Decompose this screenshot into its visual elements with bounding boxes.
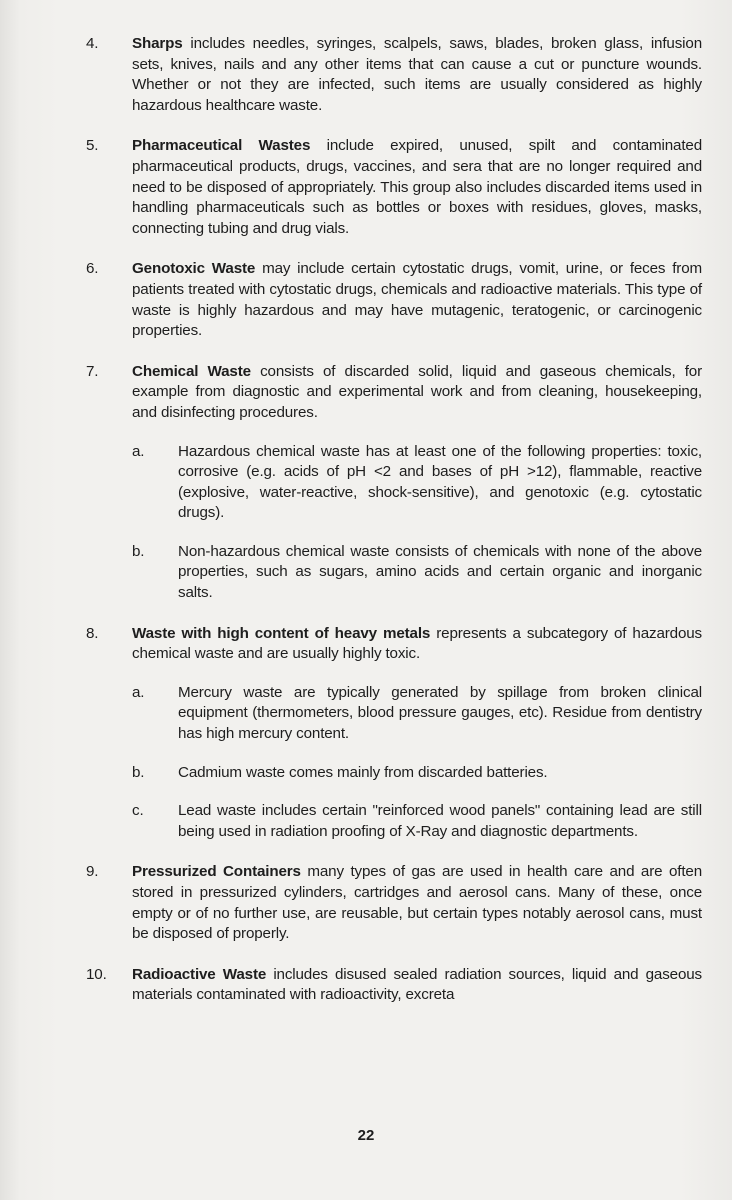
- item-text: many types of gas are used in health care and are often stored in pressurized cylinders, cartridges and aerosol cans. Many of these, once empty or of no further use, are reusable, but certain types notably aerosol cans, must be disposed of properly.: [132, 863, 702, 943]
- sub-item-letter: b.: [132, 542, 145, 560]
- item-term: Pharmaceutical Wastes: [132, 137, 311, 155]
- sub-item-letter: a.: [132, 442, 145, 460]
- sub-item-8a: [132, 683, 702, 745]
- item-text: includes disused sealed radiation sources, liquid and gaseous materials contaminated with radioactivity, excreta: [132, 965, 702, 1004]
- list-item-8: [86, 624, 702, 843]
- item-term: Sharps: [132, 35, 183, 52]
- item-term: Genotoxic Waste: [132, 260, 256, 278]
- sub-item-text: Non-hazardous chemical waste consists of chemicals with none of the above properties, such as sugars, amino acids and certain organic and inorganic salts.: [178, 542, 702, 602]
- item-number: 5.: [86, 137, 99, 155]
- sub-item-text: Mercury waste are typically generated by spillage from broken clinical equipment (thermometers, blood pressure gauges, etc). Residue from dentistry has high mercury content.: [178, 683, 702, 743]
- item-body: [132, 259, 702, 341]
- sub-item-7b: [132, 542, 702, 604]
- list-item-7: [86, 362, 702, 604]
- list-item-5: [86, 136, 702, 239]
- list-item-4: [86, 34, 702, 116]
- list-item-6: [86, 259, 702, 341]
- item-text: includes needles, syringes, scalpels, saws, blades, broken glass, infusion sets, knives, nails and any other items that can cause a cut or puncture wounds. Whether or not they are infected, such items are usually considered as highly hazardous healthcare waste.: [132, 35, 702, 114]
- sub-item-7a: [132, 442, 702, 524]
- sub-item-text: Lead waste includes certain "reinforced wood panels" containing lead are still being used in radiation proofing of X-Ray and diagnostic departments.: [178, 802, 702, 840]
- item-number: 4.: [86, 35, 99, 52]
- item-term: Pressurized Containers: [132, 863, 301, 881]
- item-term: Waste with high content of heavy metals: [132, 624, 431, 642]
- waste-category-list: [86, 34, 702, 1006]
- item-body: [132, 136, 702, 239]
- item-body: [132, 624, 702, 843]
- item-number: 8.: [86, 624, 99, 642]
- sub-item-8b: [132, 763, 702, 784]
- list-item-10: [86, 965, 702, 1006]
- item-text: represents a subcategory of hazardous chemical waste and are usually highly toxic.: [132, 624, 702, 663]
- item-text: may include certain cytostatic drugs, vomit, urine, or feces from patients treated with cytostatic drugs, chemicals and radioactive materials. This type of waste is highly hazardous and may have mutagenic, teratogenic, or carcinogenic properties.: [132, 260, 703, 340]
- item-number: 6.: [86, 260, 99, 278]
- item-text: consists of discarded solid, liquid and gaseous chemicals, for example from diagnostic and experimental work and from cleaning, housekeeping, and disinfecting procedures.: [132, 362, 702, 421]
- list-item-9: [86, 862, 702, 944]
- sub-item-text: Hazardous chemical waste has at least one of the following properties: toxic, corrosive (e.g. acids of pH <2 and bases of pH >12), flammable, reactive (explosive, water-reactive, shock-sensitive), and genotoxic (e.g. cytostatic drugs).: [178, 442, 702, 522]
- page-number: 22: [357, 1127, 375, 1144]
- item-number: 9.: [86, 863, 99, 881]
- item-number: 10.: [86, 965, 107, 983]
- sub-item-letter: a.: [132, 683, 145, 701]
- item-text: include expired, unused, spilt and contaminated pharmaceutical products, drugs, vaccines, and sera that are no longer required and need to be disposed of appropriately. This group also includes discarded items used in handling pharmaceuticals such as bottles or boxes with residues, gloves, masks, connecting tubing and drug vials.: [132, 137, 702, 237]
- item-term: Chemical Waste: [132, 362, 251, 380]
- sub-item-letter: c.: [132, 802, 144, 820]
- item-body: [132, 34, 702, 116]
- item-term: Radioactive Waste: [132, 965, 267, 983]
- item-body: [132, 965, 702, 1006]
- sub-item-text: Cadmium waste comes mainly from discarded batteries.: [178, 763, 548, 781]
- sub-item-8c: [132, 801, 702, 842]
- item-body: [132, 362, 702, 604]
- item-number: 7.: [86, 362, 99, 380]
- sub-item-letter: b.: [132, 763, 145, 781]
- item-body: [132, 862, 702, 944]
